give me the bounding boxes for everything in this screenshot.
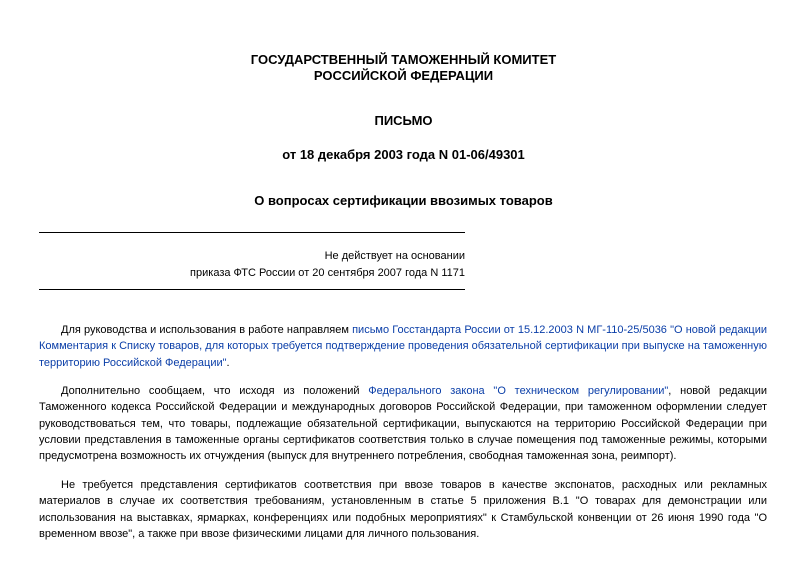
- paragraph-3: Не требуется представления сертификатов соответствия при ввозе товаров в качестве экспонатов, расходных или рекламных материалов в случае их соответствия требованиям, установленным в статье 5 приложения В.1 "О товарах для демонстрации или использования на выставках, ярмарках, конференциях или подобных мероприятиях" к Стамбульской конвенции от 26 июня 1990 года "О временном ввозе", а также при ввозе физическими лицами для личного пользования.: [39, 479, 767, 540]
- paragraph-2: [39, 383, 767, 464]
- paragraph-2-rest: , новой редакции Таможенного кодекса Российской Федерации и международных договоров Российской Федерации, при таможенном оформлении следует руководствоваться тем, что товары, подлежащие обязательной сертификации, выпускаются на территорию Российской Федерации при условии представления в таможенные органы сертификатов соответствия только в случае помещения под таможенные режимы, которыми предусмотрена возможность их отчуждения (выпуск для внутреннего потребления, свободная таможенная зона, реимпорт).: [39, 385, 767, 463]
- divider-bottom: [39, 289, 465, 290]
- status-note-line1: Не действует на основании: [324, 250, 465, 262]
- document-type: ПИСЬМО: [374, 113, 433, 128]
- document-date-number: от 18 декабря 2003 года N 01-06/49301: [282, 147, 525, 162]
- org-name-line1: ГОСУДАРСТВЕННЫЙ ТАМОЖЕННЫЙ КОМИТЕТ: [250, 52, 557, 67]
- gosstandart-letter-link[interactable]: письмо Госстандарта России от 15.12.2003 N МГ-110-25/5036 "О новой редакции Комментария к Списку товаров, для которых требуется подтверждение проведения обязательной сертификации при выпуске на таможенную территорию Российской Федерации": [39, 324, 767, 369]
- paragraph-1-end: .: [226, 356, 230, 369]
- org-name-line2: РОССИЙСКОЙ ФЕДЕРАЦИИ: [313, 68, 494, 83]
- paragraph-1-text: Для руководства и использования в работе направляем: [61, 324, 353, 336]
- document-subject: О вопросах сертификации ввозимых товаров: [254, 193, 553, 208]
- federal-law-link[interactable]: Федерального закона "О техническом регулировании": [368, 385, 669, 397]
- paragraph-2-text: Дополнительно сообщаем, что исходя из положений: [61, 385, 369, 397]
- divider-top: [39, 232, 465, 233]
- status-note-line2: приказа ФТС России от 20 сентября 2007 года N 1171: [190, 267, 465, 279]
- paragraph-1: [39, 322, 767, 371]
